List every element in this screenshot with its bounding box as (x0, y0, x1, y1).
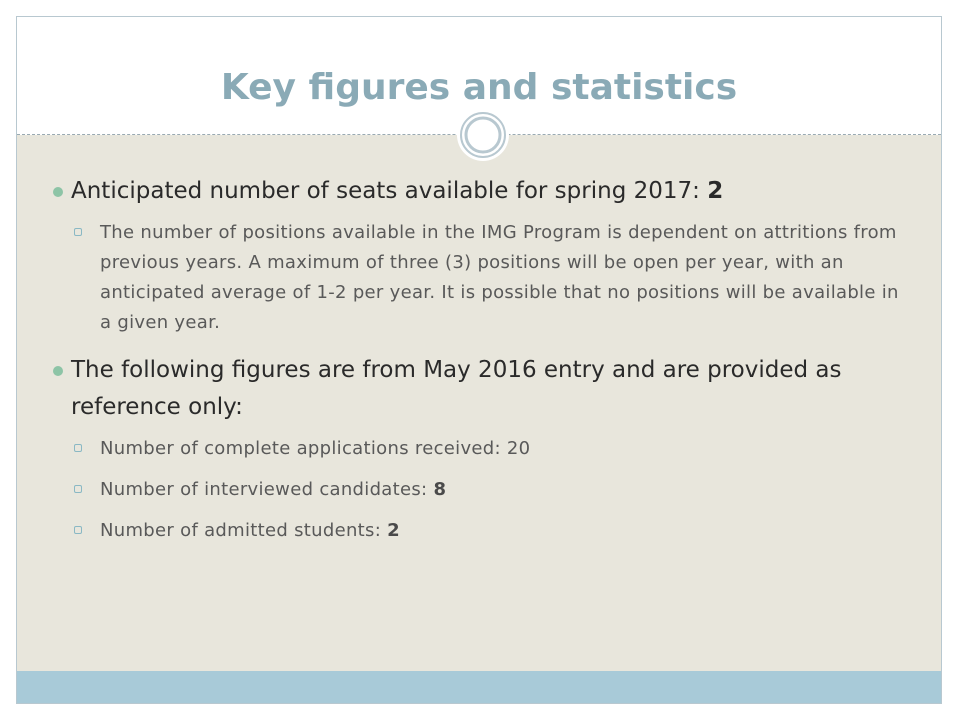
bullet-text: The following figures are from May 2016 entry and are provided as reference only: (71, 357, 842, 420)
subitem-admitted (53, 516, 913, 546)
bullet-list (53, 173, 913, 557)
hollow-square-bullet-icon (74, 444, 82, 452)
content-area (17, 135, 941, 671)
slide (16, 16, 942, 704)
hollow-square-bullet-icon (74, 228, 82, 236)
subitem-applications (53, 434, 913, 464)
slide-title: Key figures and statistics (220, 67, 738, 108)
subitem-value: 2 (387, 520, 400, 541)
bullet-seats-available (53, 173, 913, 210)
subitem-text: The number of positions available in the IMG Program is dependent on attritions from previous years. A maximum of three (3) positions will be open per year, with an anticipated average of 1-2 per year. It is possible that no positions will be available in a given year. (100, 222, 899, 333)
bullet-may-2016-figures (53, 352, 913, 426)
bullet-text: Anticipated number of seats available for spring 2017: (71, 178, 708, 204)
footer-band (17, 671, 941, 704)
subitem-text: Number of complete applications received: (100, 438, 507, 459)
hollow-square-bullet-icon (74, 485, 82, 493)
bullet-value: 2 (707, 178, 724, 204)
subitem-value: 8 (433, 479, 447, 500)
subitem-value: 20 (506, 438, 531, 459)
subitem-interviewed (53, 475, 913, 505)
subitem-text: Number of admitted students: (100, 520, 388, 541)
subitem-text: Number of interviewed candidates: (100, 479, 434, 500)
hollow-square-bullet-icon (74, 526, 82, 534)
filled-circle-bullet-icon (53, 366, 63, 376)
filled-circle-bullet-icon (53, 187, 63, 197)
double-circle-icon (455, 107, 511, 163)
subitem-positions-note (53, 218, 913, 338)
